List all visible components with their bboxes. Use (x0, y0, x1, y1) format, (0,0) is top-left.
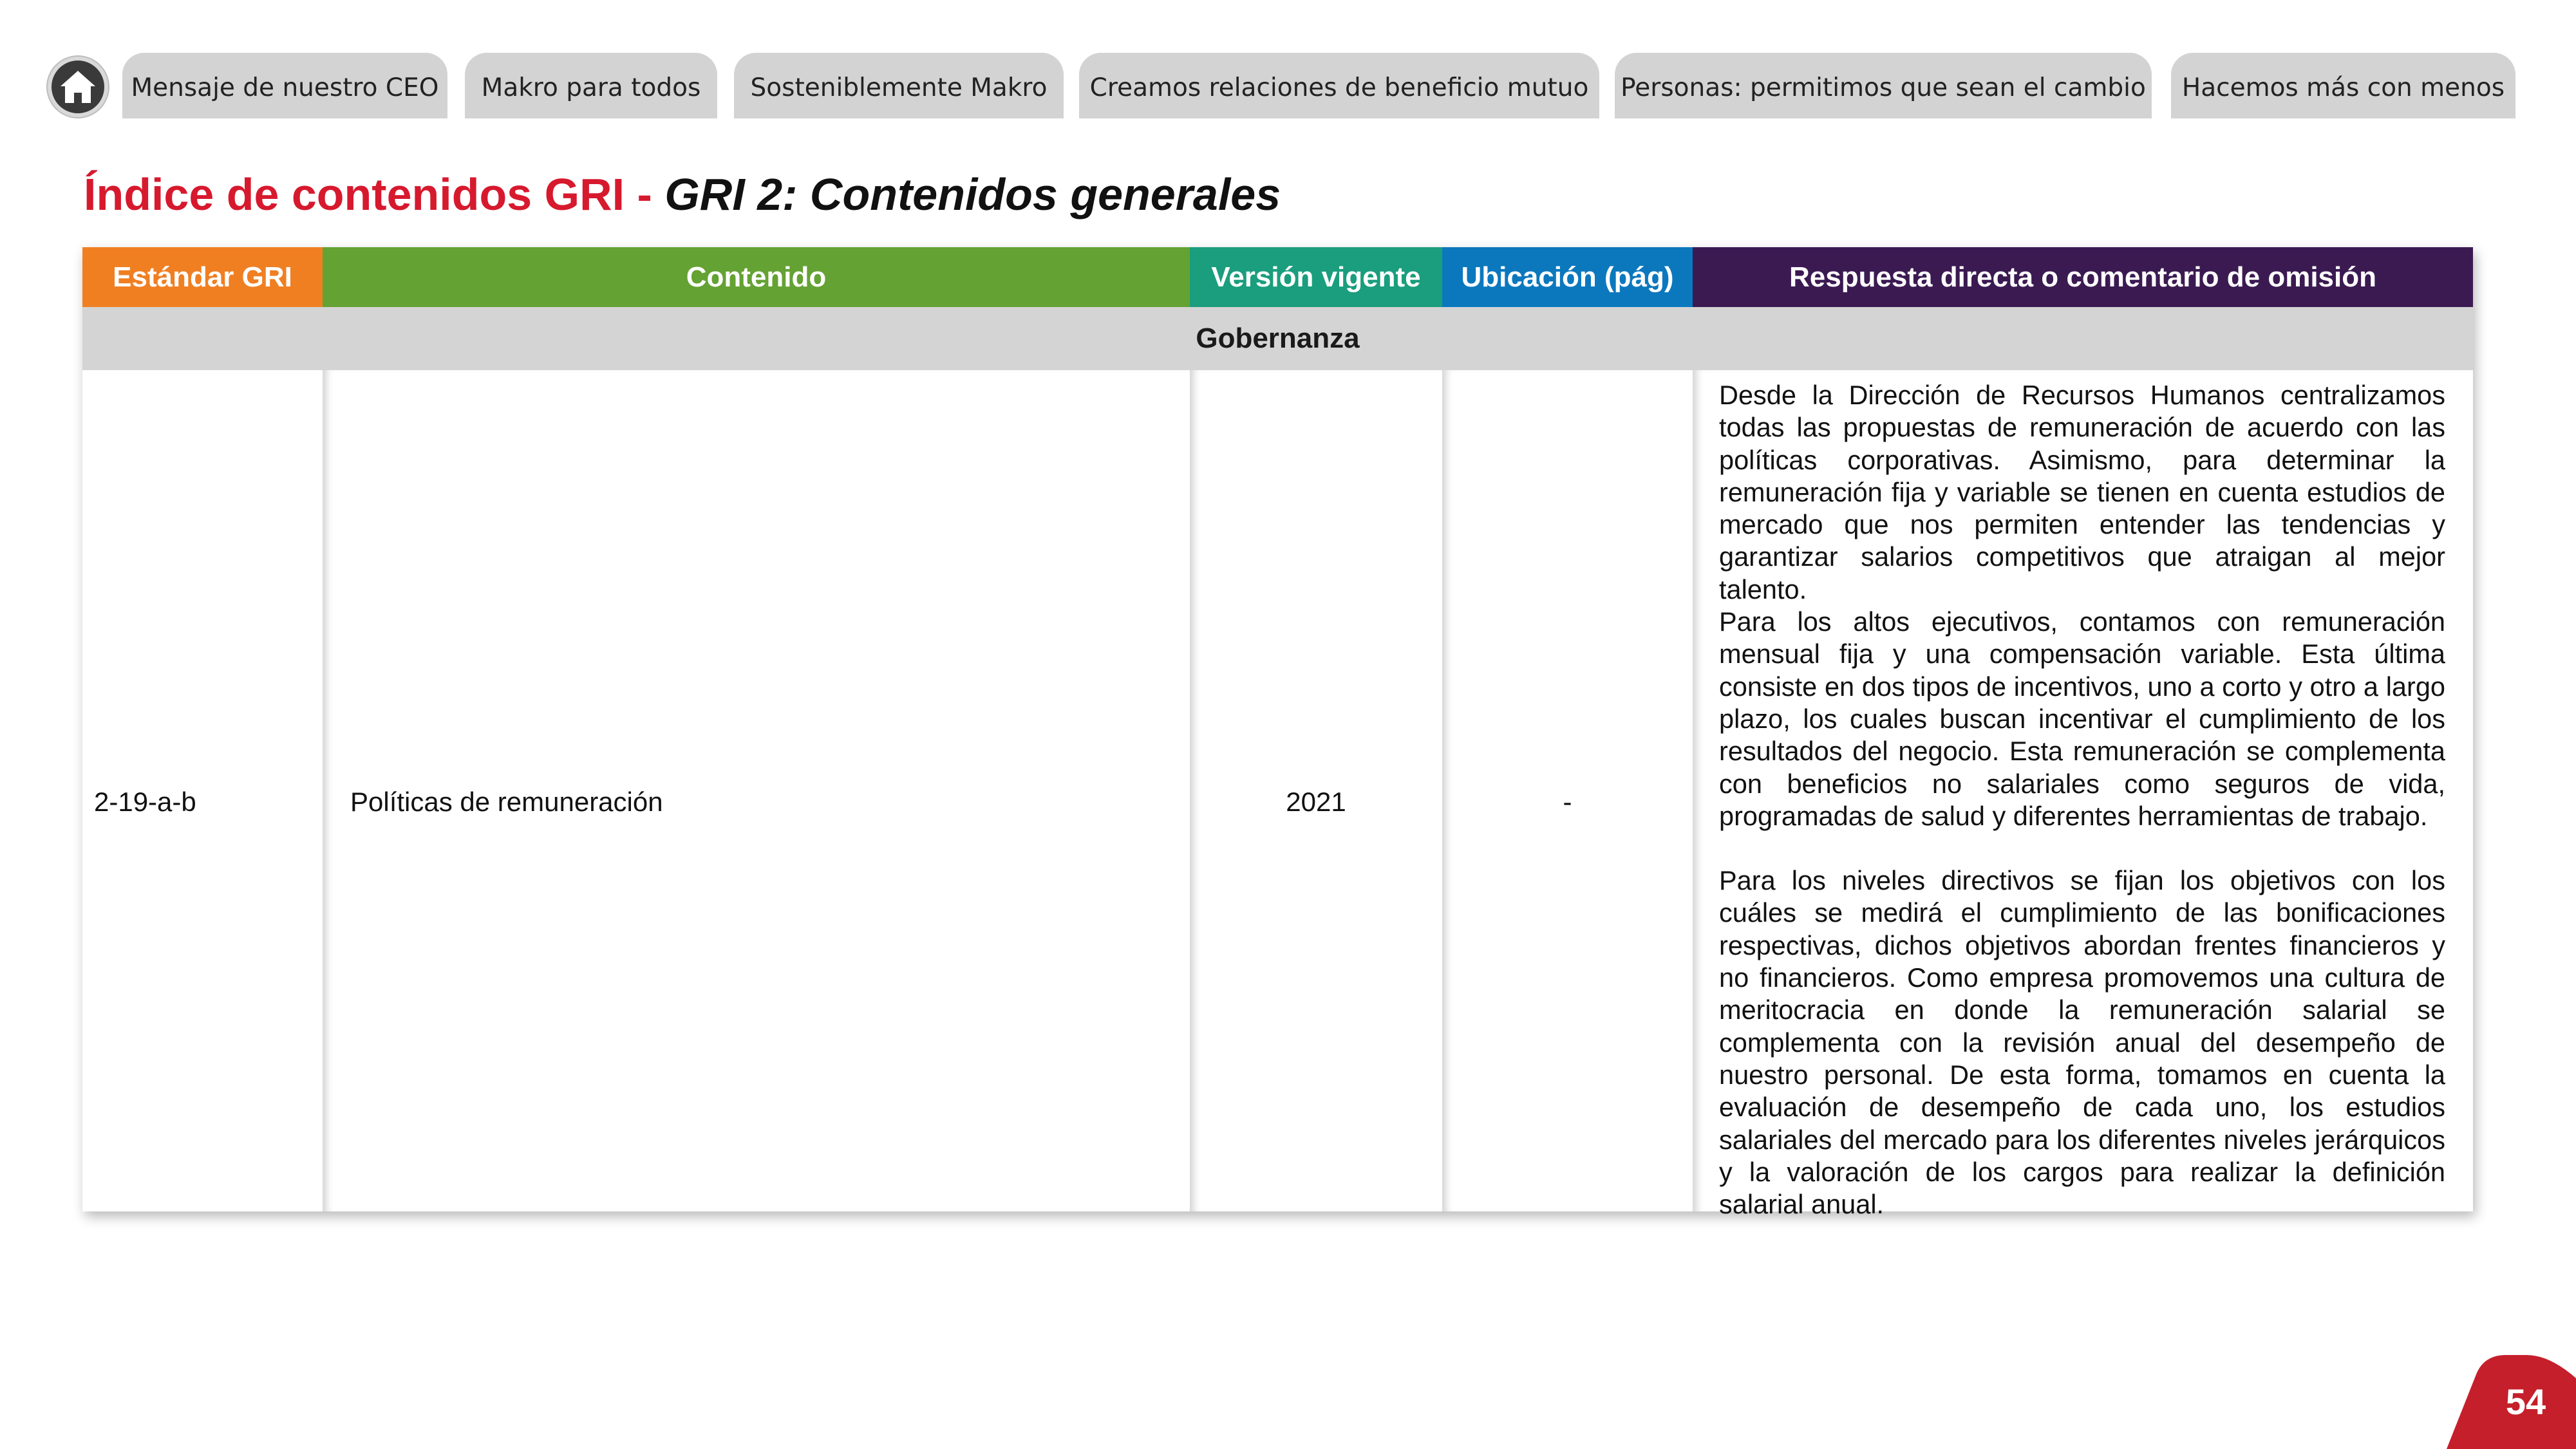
cell-version: 2021 (1286, 787, 1346, 817)
house-icon (58, 68, 98, 106)
cell-location: - (1563, 787, 1572, 817)
cell-content: Políticas de remuneración (350, 787, 663, 817)
answer-paragraph-2: Para los altos ejecutivos, contamos con remuneración mensual fija y una compensación variable. Esta última consiste en dos tipos de incentivos, uno a corto y otro a largo plazo, los cuales buscan incentivar el cumplimiento de los resultados del negocio. Esta remuneración se complementa con beneficios no salariales como seguros de vida, programadas de salud y diferentes herramientas de trabajo. (1719, 606, 2445, 831)
tab-hacemos-mas[interactable]: Hacemos más con menos (2171, 53, 2515, 118)
answer-paragraph-1: Desde la Dirección de Recursos Humanos centralizamos todas las propuestas de remuneración de acuerdo con las políticas corporativas. Asimismo, para determinar la remuneración fija y variable se tienen en cuenta estudios de mercado que nos permiten entender las tendencias y garantizar salarios competitivos que atraigan al mejor talento. (1719, 380, 2445, 604)
answer-paragraph-3: Para los niveles directivos se fijan los objetivos con los cuáles se medirá el cumplimiento de las bonificaciones respectivas, dichos objetivos abordan frentes financieros y no financieros. Como empresa promovemos una cultura de meritocracia en donde la remuneración salarial se complementa con la revisión anual del desempeño de nuestro personal. De esta forma, tomamos en cuenta la evaluación de desempeño de cada uno, los estudios salariales del mercado para los diferentes niveles jerárquicos y la valoración de los cargos para realizar la definición salarial anual. (1719, 865, 2445, 1220)
tab-personas[interactable]: Personas: permitimos que sean el cambio (1615, 53, 2152, 118)
header-content: Contenido (323, 247, 1190, 307)
tab-mensaje-ceo[interactable]: Mensaje de nuestro CEO (122, 53, 447, 118)
tab-creamos-relaciones[interactable]: Creamos relaciones de beneficio mutuo (1079, 53, 1599, 118)
title-subtitle: GRI 2: Contenidos generales (664, 169, 1281, 220)
header-location: Ubicación (pág) (1442, 247, 1693, 307)
page-title (84, 169, 1281, 220)
cell-standard: 2-19-a-b (94, 787, 196, 817)
gri-content-table (82, 247, 2473, 1220)
tab-sosteniblemente-makro[interactable]: Sosteniblemente Makro (734, 53, 1064, 118)
cell-answer (1719, 379, 2445, 1220)
tab-makro-para-todos[interactable]: Makro para todos (465, 53, 717, 118)
page-number: 54 (2505, 1381, 2546, 1422)
page-number-badge (2447, 1355, 2576, 1449)
header-version: Versión vigente (1190, 247, 1442, 307)
section-row-gobernanza: Gobernanza (82, 307, 2473, 370)
header-standard: Estándar GRI (82, 247, 323, 307)
header-answer: Respuesta directa o comentario de omisión (1693, 247, 2473, 307)
home-button[interactable] (48, 57, 108, 117)
title-main: Índice de contenidos GRI - (84, 169, 665, 220)
